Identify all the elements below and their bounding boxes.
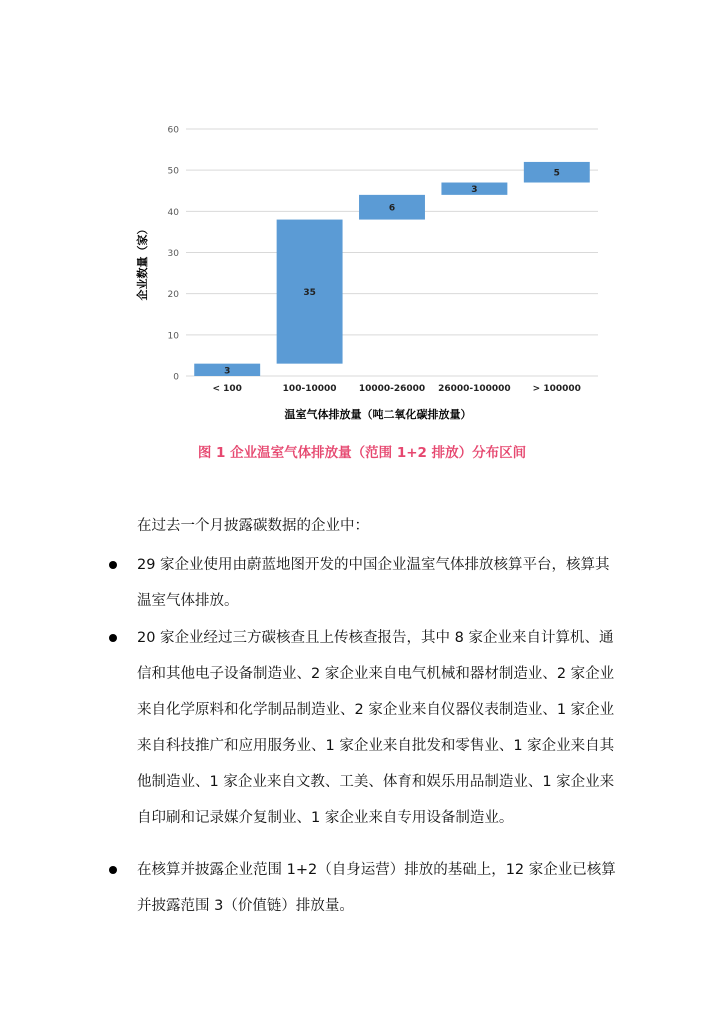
bullet-dot-icon	[109, 634, 117, 642]
bullet-text	[137, 547, 627, 619]
bullet-line: 来自化学原料和化学制品制造业、2 家企业来自仪器仪表制造业、1 家企业	[137, 702, 615, 718]
bullet-text	[137, 852, 627, 924]
x-tick-label: > 100000	[532, 384, 581, 394]
y-tick-label: 40	[167, 207, 179, 218]
x-tick-label: < 100	[212, 384, 242, 394]
bullet-line: 并披露范围 3（价值链）排放量。	[137, 898, 354, 914]
chart-bars	[194, 162, 590, 376]
bullet-line: 信和其他电子设备制造业、2 家企业来自电气机械和器材制造业、2 家企业	[137, 666, 615, 682]
bullet-line: 自印刷和记录媒介复制业、1 家企业来自专用设备制造业。	[137, 810, 514, 826]
y-tick-label: 20	[167, 290, 179, 301]
bullet-dot-icon	[109, 561, 117, 569]
x-axis-label: 温室气体排放量（吨二氧化碳排放量）	[284, 408, 472, 421]
figure-caption: 图 1 企业温室气体排放量（范围 1+2 排放）分布区间	[197, 445, 527, 461]
x-tick-labels	[212, 384, 580, 394]
waterfall-chart	[0, 0, 724, 430]
y-tick-label: 0	[173, 372, 179, 383]
x-tick-label: 10000-26000	[358, 384, 426, 394]
bullet-dot-icon	[109, 866, 117, 874]
y-axis-label: 企业数量（家）	[136, 223, 149, 301]
y-tick-label: 60	[167, 125, 179, 136]
bar-value-label: 3	[224, 366, 231, 377]
bullet-line: 他制造业、1 家企业来自文教、工美、体育和娱乐用品制造业、1 家企业来	[137, 774, 615, 790]
x-tick-label: 26000-100000	[438, 384, 511, 394]
bullet-line: 20 家企业经过三方碳核查且上传核查报告，其中 8 家企业来自计算机、通	[137, 630, 614, 646]
bar-value-label: 3	[471, 185, 478, 196]
bullet-line: 29 家企业使用由蔚蓝地图开发的中国企业温室气体排放核算平台，核算其	[137, 557, 610, 573]
y-tick-labels	[168, 126, 180, 383]
bullet-text	[137, 620, 627, 836]
bullet-line: 来自科技推广和应用服务业、1 家企业来自批发和零售业、1 家企业来自其	[137, 738, 615, 754]
x-tick-label: 100-10000	[282, 384, 337, 394]
intro-paragraph: 在过去一个月披露碳数据的企业中：	[137, 518, 369, 534]
bar-value-label: 6	[388, 203, 396, 214]
bar-value-label: 5	[553, 168, 560, 179]
bullet-line: 温室气体排放。	[137, 593, 239, 609]
bar-value-label: 35	[303, 288, 316, 299]
bullet-line: 在核算并披露企业范围 1+2（自身运营）排放的基础上，12 家企业已核算	[137, 862, 616, 878]
y-tick-label: 30	[167, 249, 179, 259]
y-tick-label: 10	[167, 331, 179, 342]
y-tick-label: 50	[167, 166, 179, 177]
